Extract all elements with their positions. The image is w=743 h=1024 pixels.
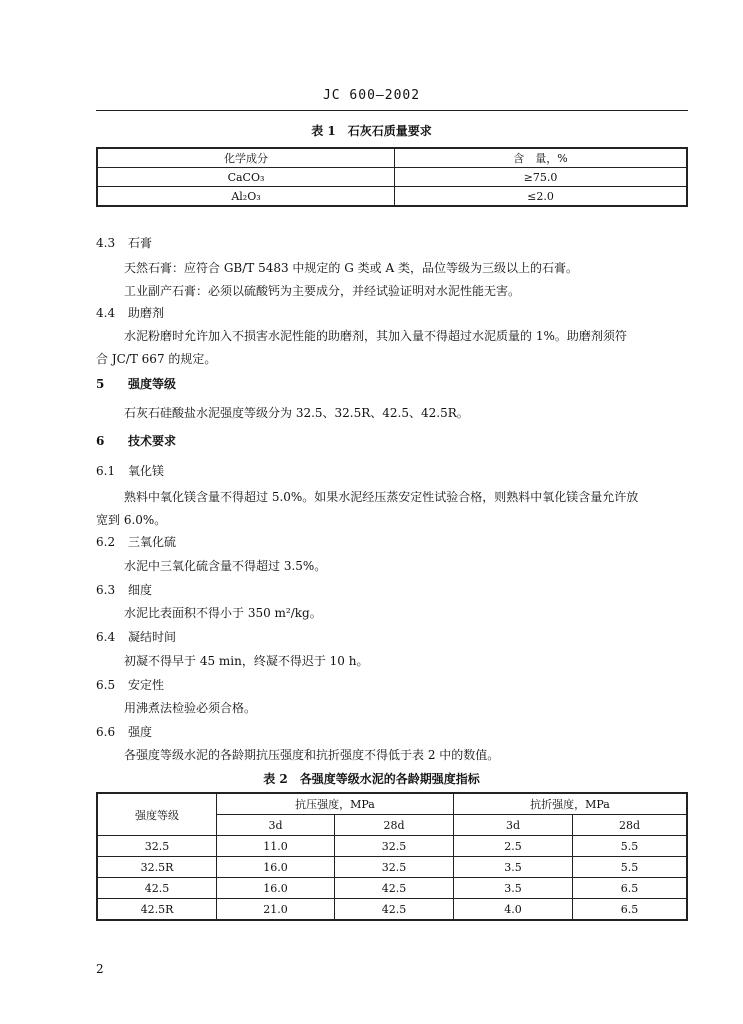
section-title: 三氧化硫 (128, 535, 177, 549)
header-rule (96, 110, 688, 111)
table2-flexural-header: 抗折强度，MPa (454, 793, 688, 815)
table2-cell: 32.5 (97, 836, 217, 857)
section-title: 氧化镁 (128, 464, 165, 478)
section-number: 6.4 (96, 630, 116, 644)
page-number: 2 (96, 962, 104, 976)
section-heading (96, 432, 176, 449)
table2-subheader-cell: 3d (454, 815, 573, 836)
section-title: 安定性 (128, 678, 165, 692)
section-title: 细度 (128, 583, 153, 597)
paragraph: 水泥比表面积不得小于 350 m²/kg。 (124, 606, 322, 620)
table2-cell: 42.5 (335, 878, 454, 899)
table1-header-cell: 含 量，% (395, 148, 688, 168)
section-heading (96, 581, 152, 598)
table2-compressive-header: 抗压强度，MPa (217, 793, 454, 815)
section-title: 石膏 (128, 236, 153, 250)
table2-grade-header: 强度等级 (97, 793, 217, 836)
table2-cell: 42.5 (335, 899, 454, 921)
section-number: 6.5 (96, 678, 116, 692)
paragraph-continuation: 宽到 6.0%。 (96, 513, 167, 527)
paragraph: 用沸煮法检验必须合格。 (124, 701, 257, 715)
table-row (97, 899, 687, 921)
table2-cell: 5.5 (573, 857, 688, 878)
table2-subheader-cell: 3d (217, 815, 335, 836)
section-title: 强度等级 (128, 377, 177, 391)
paragraph: 工业副产石膏：必须以硫酸钙为主要成分，并经试验证明对水泥性能无害。 (124, 284, 521, 298)
table2-cell: 32.5R (97, 857, 217, 878)
table1-cell: ≥75.0 (395, 168, 688, 187)
table2-caption: 表 2 各强度等级水泥的各龄期强度指标 (263, 772, 480, 786)
table2-cell: 2.5 (454, 836, 573, 857)
paragraph-continuation: 合 JC/T 667 的规定。 (96, 352, 217, 366)
table2-cell: 32.5 (335, 857, 454, 878)
table2-cell: 6.5 (573, 899, 688, 921)
table-row (97, 857, 687, 878)
section-title: 助磨剂 (128, 306, 165, 320)
paragraph: 水泥中三氧化硫含量不得超过 3.5%。 (124, 559, 327, 573)
table1-header-row (97, 148, 687, 168)
table2-cell: 42.5 (97, 878, 217, 899)
section-number: 6.3 (96, 583, 116, 597)
table1-header-cell: 化学成分 (97, 148, 395, 168)
section-number: 6.2 (96, 535, 116, 549)
table1-cell: Al₂O₃ (97, 187, 395, 207)
table-row (97, 187, 687, 207)
table2-cell: 5.5 (573, 836, 688, 857)
paragraph: 天然石膏：应符合 GB/T 5483 中规定的 G 类或 A 类，品位等级为三级以上的石膏。 (124, 261, 578, 275)
section-heading (96, 723, 152, 740)
paragraph: 各强度等级水泥的各龄期抗压强度和抗折强度不得低于表 2 中的数值。 (124, 748, 500, 762)
section-number: 5 (96, 377, 105, 391)
section-heading (96, 234, 152, 251)
paragraph: 初凝不得早于 45 min，终凝不得迟于 10 h。 (124, 654, 369, 668)
section-number: 6 (96, 434, 105, 448)
paragraph: 水泥粉磨时允许加入不损害水泥性能的助磨剂，其加入量不得超过水泥质量的 1%。助磨剂须符 (124, 329, 627, 343)
table1-cell: ≤2.0 (395, 187, 688, 207)
paragraph: 熟料中氧化镁含量不得超过 5.0%。如果水泥经压蒸安定性试验合格，则熟料中氧化镁含量允许放 (124, 490, 639, 504)
paragraph: 石灰石硅酸盐水泥强度等级分为 32.5、32.5R、42.5、42.5R。 (124, 406, 469, 420)
table2-cell: 3.5 (454, 857, 573, 878)
table1 (96, 147, 688, 207)
table-row (97, 878, 687, 899)
section-number: 4.3 (96, 236, 116, 250)
table-row (97, 836, 687, 857)
table2-cell: 42.5R (97, 899, 217, 921)
table2-cell: 32.5 (335, 836, 454, 857)
table1-cell: CaCO₃ (97, 168, 395, 187)
table2-subheader-cell: 28d (573, 815, 688, 836)
section-heading (96, 462, 164, 479)
table2-cell: 16.0 (217, 857, 335, 878)
section-title: 凝结时间 (128, 630, 177, 644)
table2-header-row (97, 793, 687, 815)
document-code: JC 600—2002 (322, 88, 421, 103)
section-heading (96, 676, 164, 693)
table2-cell: 4.0 (454, 899, 573, 921)
table-row (97, 168, 687, 187)
table2-subheader-cell: 28d (335, 815, 454, 836)
section-heading (96, 375, 176, 392)
section-number: 6.1 (96, 464, 116, 478)
table1-caption: 表 1 石灰石质量要求 (311, 124, 432, 138)
table2-cell: 21.0 (217, 899, 335, 921)
section-heading (96, 628, 176, 645)
section-title: 强度 (128, 725, 153, 739)
table2 (96, 792, 688, 921)
section-heading (96, 533, 176, 550)
section-number: 4.4 (96, 306, 116, 320)
section-title: 技术要求 (128, 434, 177, 448)
section-heading (96, 304, 164, 321)
table2-cell: 6.5 (573, 878, 688, 899)
table2-cell: 16.0 (217, 878, 335, 899)
section-number: 6.6 (96, 725, 116, 739)
table2-cell: 11.0 (217, 836, 335, 857)
table2-cell: 3.5 (454, 878, 573, 899)
